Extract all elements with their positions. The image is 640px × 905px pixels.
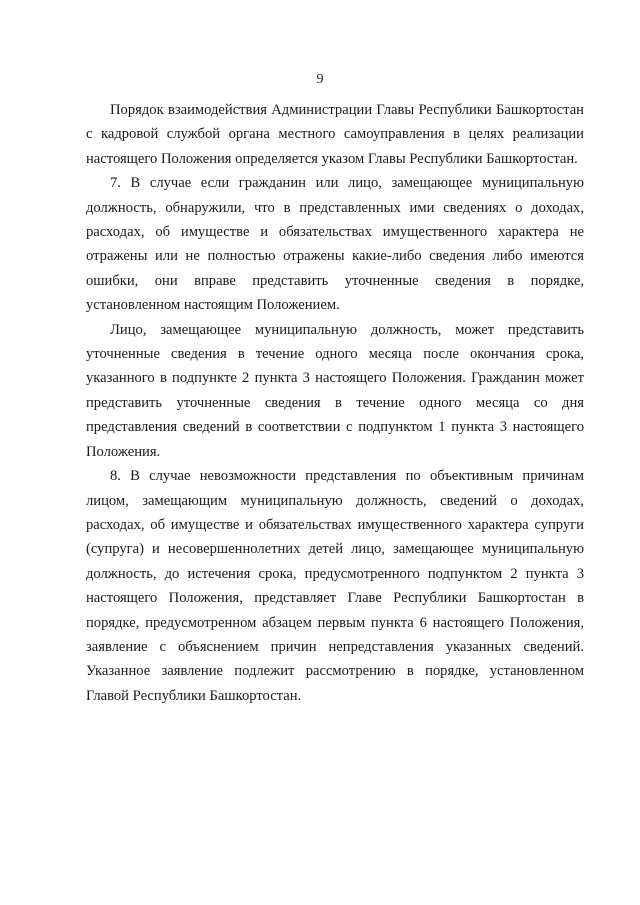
paragraph-clarified-info-deadline: Лицо, замещающее муниципальную должность, может представить уточненные сведения в течение одного месяца после окончания срока, указанного в подпункте 2 пункта 3 настоящего Положения. Гражданин может представить уточненные сведения в течение одного месяца со дня представления сведений в соответствии с подпунктом 1 пункта 3 настоящего Положения. bbox=[86, 321, 584, 460]
document-body bbox=[86, 98, 584, 708]
paragraph-clause-8: 8. В случае невозможности представления по объективным причинам лицом, замещающим муниципальную должность, сведений о доходах, расходах, об имуществе и обязательствах имущественного характера супруги (супруга) и несовершеннолетних детей лицо, замещающее муниципальную должность, до истечения срока, предусмотренного подпунктом 2 пункта 3 настоящего Положения, представляет Главе Республики Башкортостан в порядке, предусмотренном абзацем первым пункта 6 настоящего Положения, заявление с объяснением причин непредставления указанных сведений. Указанное заявление подлежит рассмотрению в порядке, установленном Главой Республики Башкортостан. bbox=[86, 468, 584, 704]
paragraph-clause-7: 7. В случае если гражданин или лицо, замещающее муниципальную должность, обнаружили, что в представленных ими сведениях о доходах, расходах, об имуществе и обязательствах имущественного характера не отражены или не полностью отражены какие-либо сведения либо имеются ошибки, они вправе представить уточненные сведения в порядке, установленном настоящим Положением. bbox=[86, 175, 584, 314]
paragraph-interaction-order: Порядок взаимодействия Администрации Главы Республики Башкортостан с кадровой службой органа местного самоуправления в целях реализации настоящего Положения определяется указом Главы Республики Башкортостан. bbox=[86, 102, 584, 167]
page-number: 9 bbox=[316, 72, 324, 87]
